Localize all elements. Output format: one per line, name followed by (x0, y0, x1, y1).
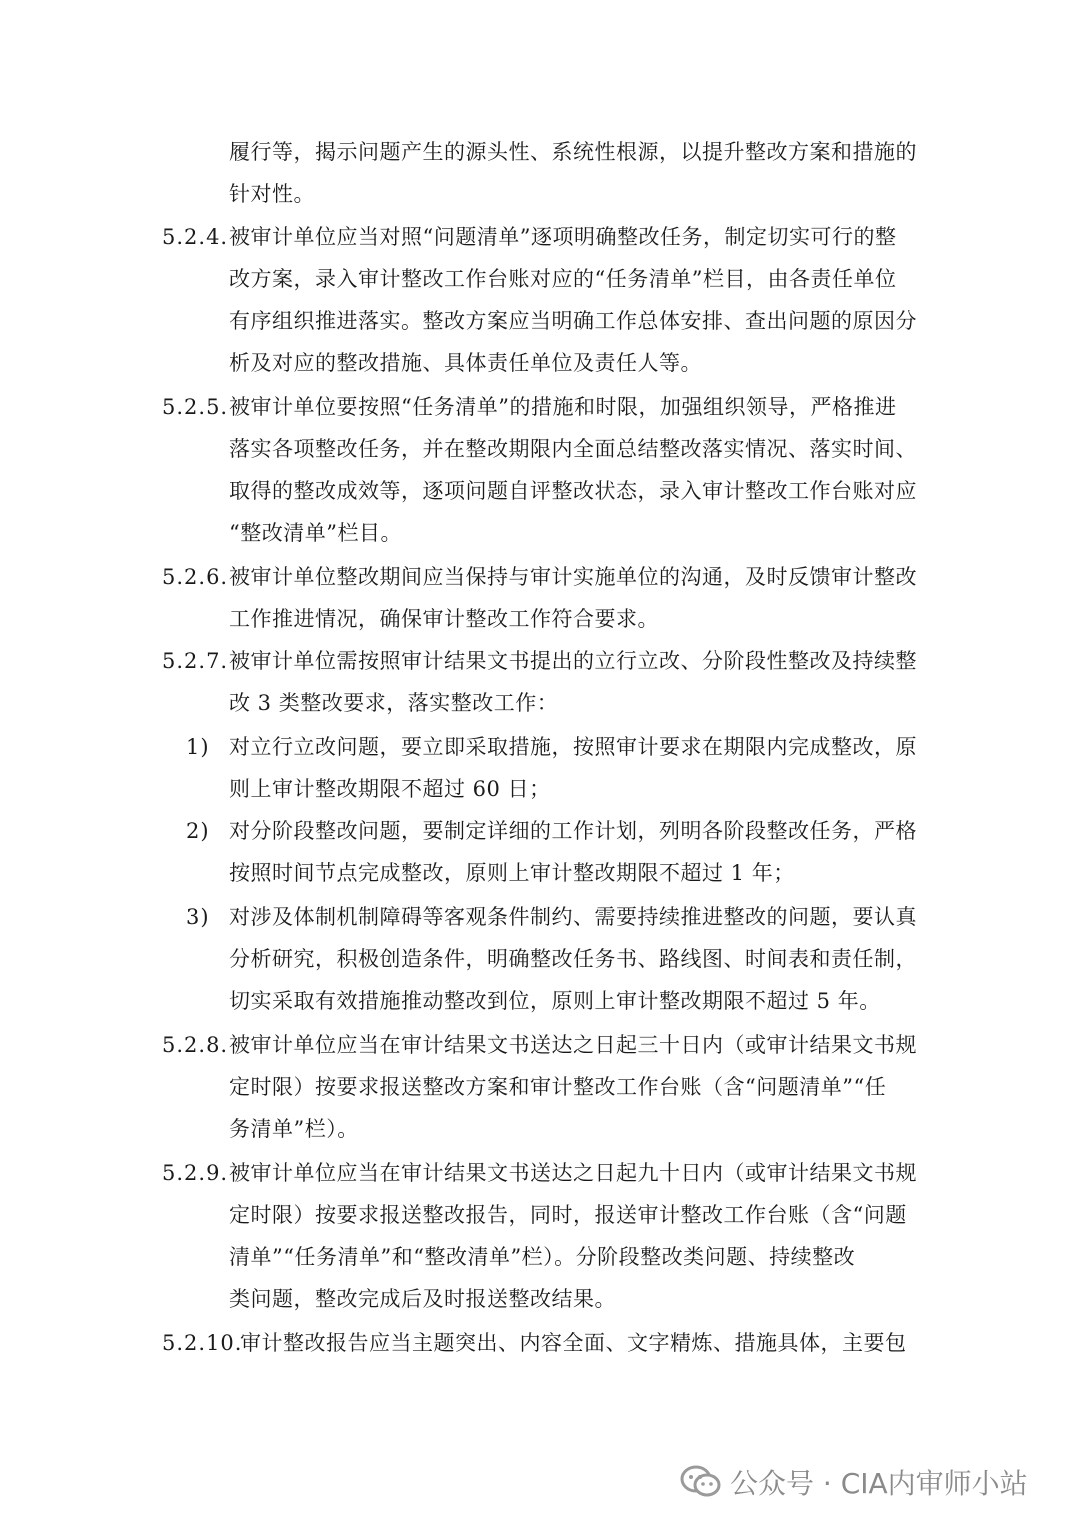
paragraph-line: 务清单”栏）。 (229, 1117, 359, 1141)
paragraph-line: 取得的整改成效等，逐项问题自评整改状态，录入审计整改工作台账对应 (229, 479, 917, 503)
paragraph-line: 落实各项整改任务，并在整改期限内全面总结整改落实情况、落实时间、 (229, 437, 917, 461)
paragraph-line: 按照时间节点完成整改，原则上审计整改期限不超过 1 年； (229, 861, 795, 885)
paragraph-line: 被审计单位要按照“任务清单”的措施和时限，加强组织领导，严格推进 (229, 395, 897, 419)
paragraph-line: 被审计单位应当在审计结果文书送达之日起三十日内（或审计结果文书规 (229, 1033, 917, 1057)
watermark (680, 1460, 1028, 1504)
paragraph-line: 清单”“任务清单”和“整改清单”栏）。分阶段整改类问题、持续整改 (229, 1245, 856, 1269)
clause-number: 5.2.4. (162, 225, 229, 249)
paragraph-line: 审计整改报告应当主题突出、内容全面、文字精炼、措施具体，主要包 (240, 1331, 907, 1355)
paragraph-line: 对立行立改问题，要立即采取措施，按照审计要求在期限内完成整改，原 (229, 735, 917, 759)
clause-number: 5.2.6. (162, 565, 229, 589)
paragraph-line: 切实采取有效措施推动整改到位，原则上审计整改期限不超过 5 年。 (229, 989, 881, 1013)
paragraph-line: 定时限）按要求报送整改报告，同时，报送审计整改工作台账（含“问题 (229, 1203, 907, 1227)
list-item-number: 3) (186, 905, 210, 929)
paragraph-line: 工作推进情况，确保审计整改工作符合要求。 (229, 607, 659, 631)
wechat-official-account-icon (680, 1464, 722, 1500)
paragraph-line: 则上审计整改期限不超过 60 日； (229, 777, 551, 801)
clause-number: 5.2.8. (162, 1033, 229, 1057)
list-item-number: 1) (186, 735, 210, 759)
paragraph-line: “整改清单”栏目。 (229, 521, 402, 545)
paragraph-line: 类问题，整改完成后及时报送整改结果。 (229, 1287, 616, 1311)
list-item-number: 2) (186, 819, 210, 843)
paragraph-line: 分析研究，积极创造条件，明确整改任务书、路线图、时间表和责任制， (229, 947, 917, 971)
paragraph-line: 被审计单位需按照审计结果文书提出的立行立改、分阶段性整改及持续整 (229, 649, 917, 673)
paragraph-line: 改方案，录入审计整改工作台账对应的“任务清单”栏目，由各责任单位 (229, 267, 897, 291)
watermark-text: 公众号 · CIA内审师小站 (730, 1467, 1028, 1500)
paragraph-line: 针对性。 (229, 182, 315, 206)
paragraph-line: 对涉及体制机制障碍等客观条件制约、需要持续推进整改的问题，要认真 (229, 905, 917, 929)
paragraph-line: 被审计单位应当在审计结果文书送达之日起九十日内（或审计结果文书规 (229, 1161, 917, 1185)
clause-number: 5.2.9. (162, 1161, 229, 1185)
paragraph-line: 定时限）按要求报送整改方案和审计整改工作台账（含“问题清单”“任 (229, 1075, 887, 1099)
paragraph-line: 履行等，揭示问题产生的源头性、系统性根源，以提升整改方案和措施的 (229, 140, 917, 164)
paragraph-line: 改 3 类整改要求，落实整改工作： (229, 691, 559, 715)
clause-number: 5.2.10. (162, 1331, 243, 1355)
paragraph-line: 被审计单位整改期间应当保持与审计实施单位的沟通，及时反馈审计整改 (229, 565, 917, 589)
paragraph-line: 有序组织推进落实。整改方案应当明确工作总体安排、查出问题的原因分 (229, 309, 917, 333)
paragraph-line: 对分阶段整改问题，要制定详细的工作计划，列明各阶段整改任务，严格 (229, 819, 917, 843)
clause-number: 5.2.7. (162, 649, 229, 673)
paragraph-line: 被审计单位应当对照“问题清单”逐项明确整改任务，制定切实可行的整 (229, 225, 897, 249)
paragraph-line: 析及对应的整改措施、具体责任单位及责任人等。 (229, 351, 702, 375)
clause-number: 5.2.5. (162, 395, 229, 419)
